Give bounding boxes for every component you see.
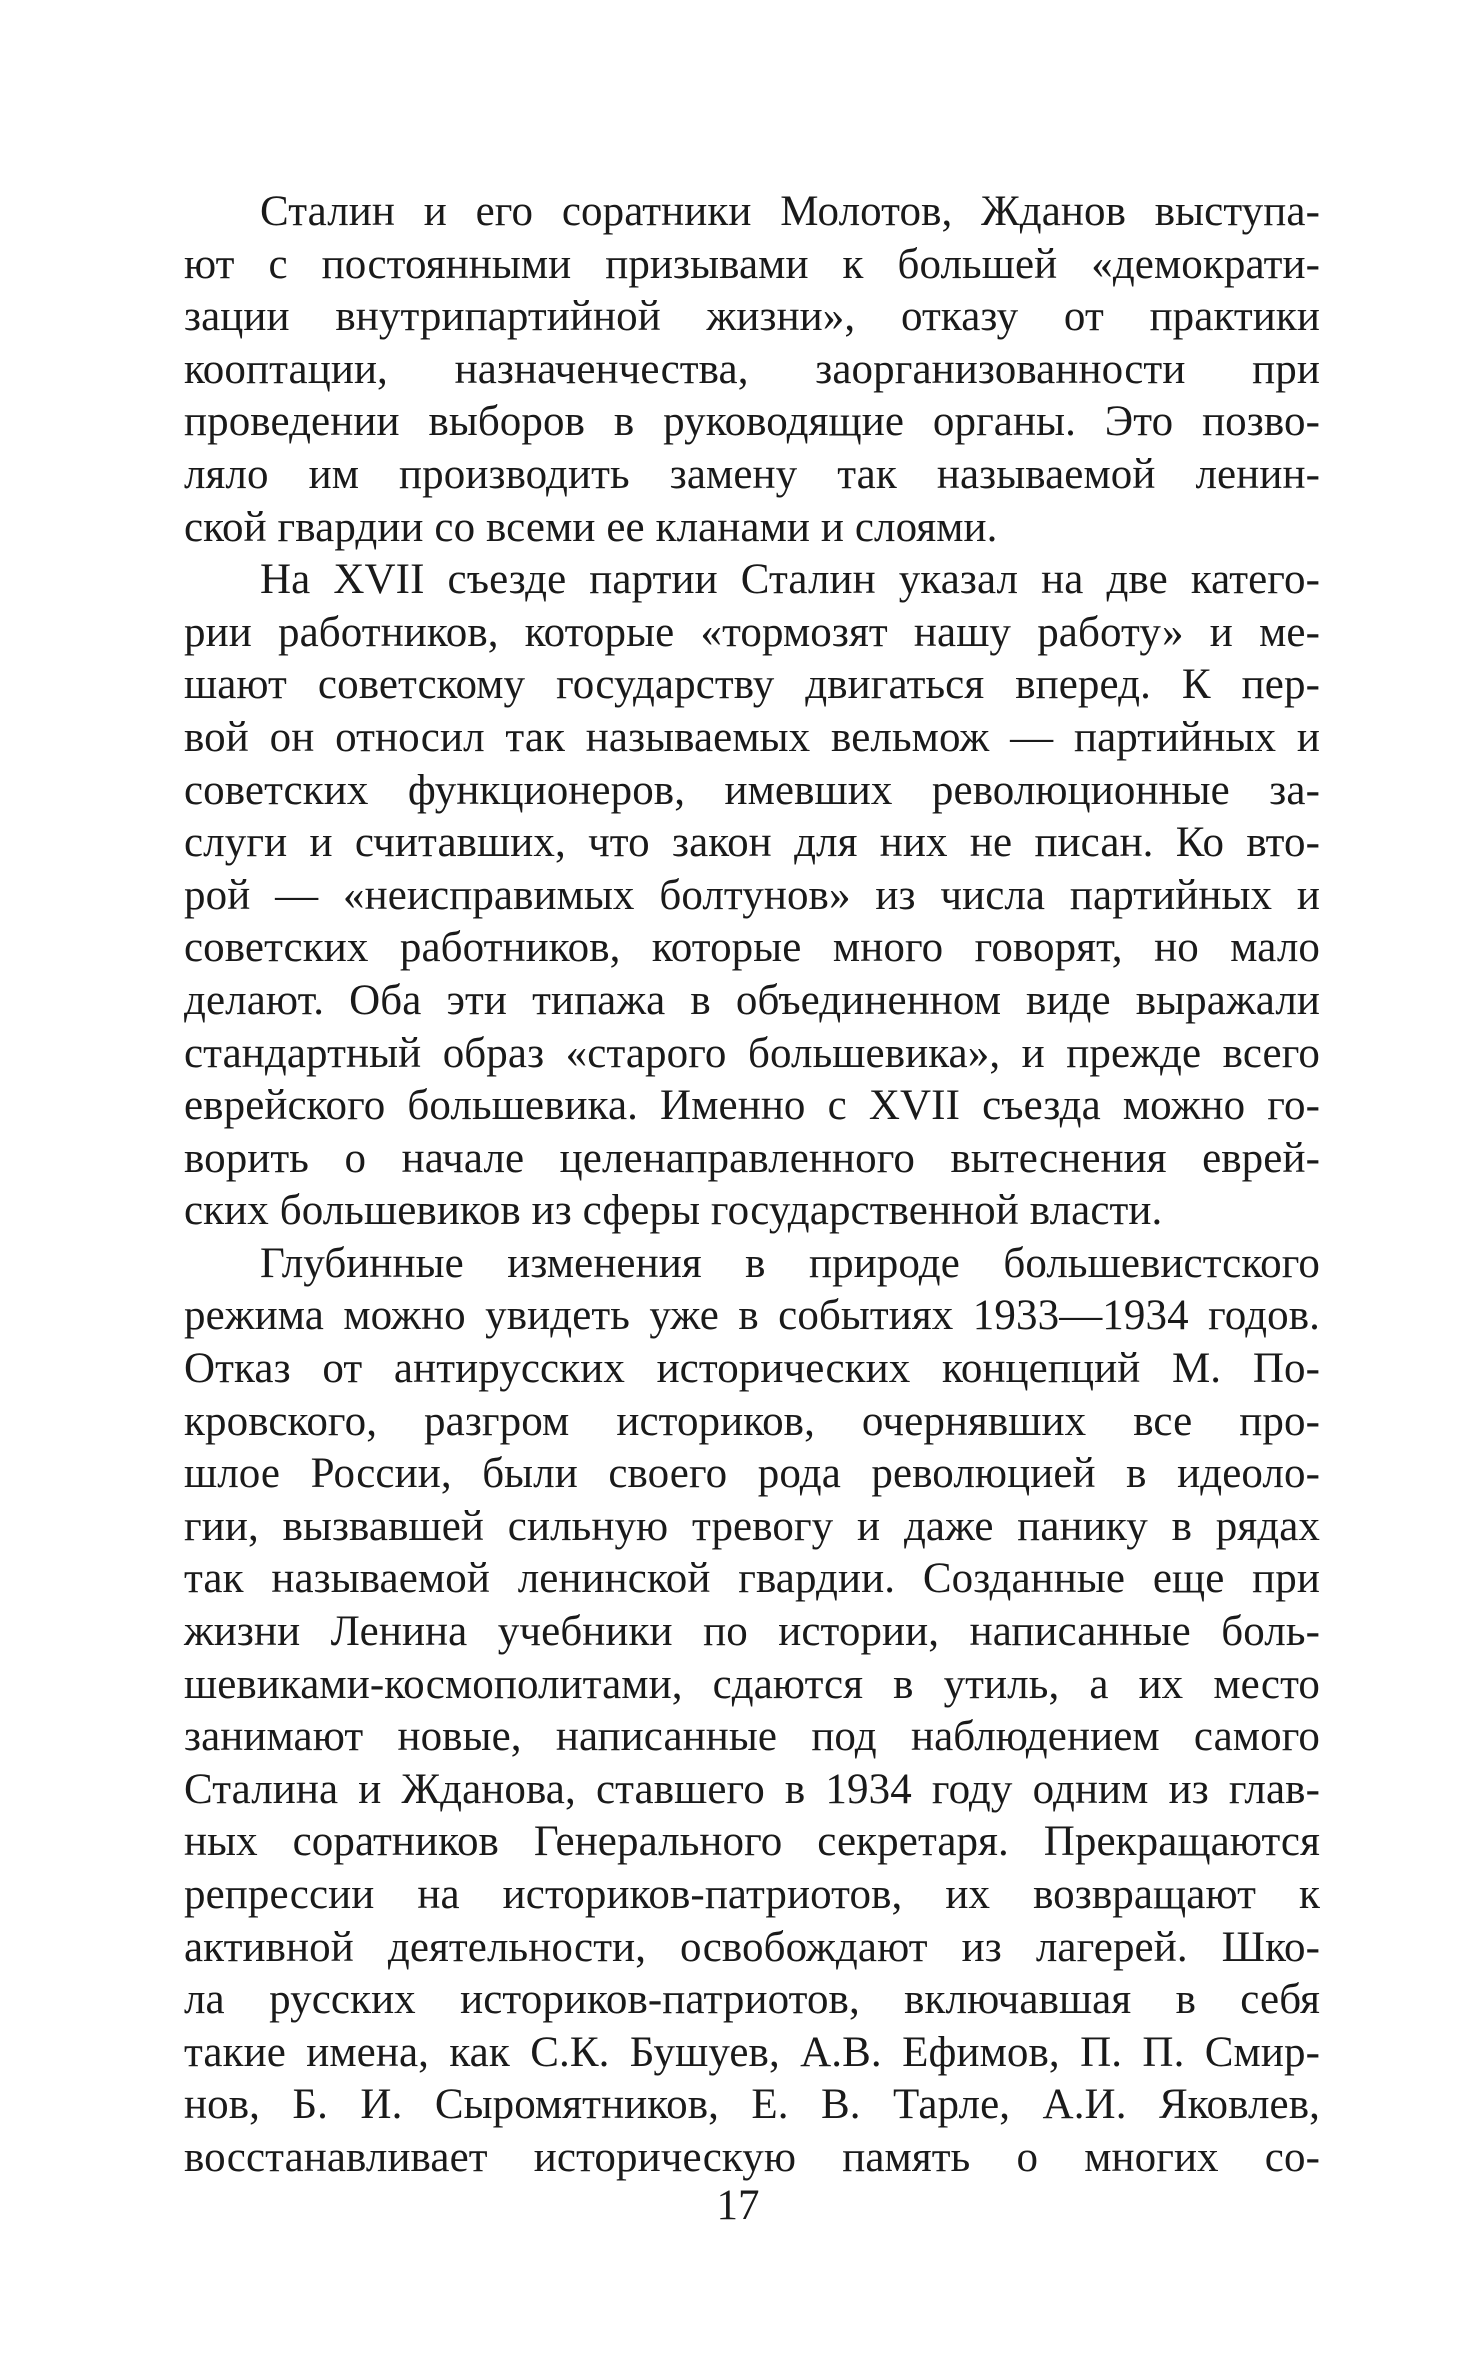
text-line: Сталина и Жданова, ставшего в 1934 году одним из глав- — [184, 1765, 1320, 1813]
text-line: рии работников, которые «тормозят нашу работу» и ме- — [184, 608, 1320, 656]
text-line: ных соратников Генерального секретаря. Прекращаются — [184, 1818, 1320, 1866]
text-line: ляло им производить замену так называемой ленин- — [184, 450, 1320, 498]
text-line: шлое России, были своего рода революцией в идеоло- — [184, 1450, 1320, 1498]
paragraph-2 — [184, 554, 1320, 1238]
text-line: режима можно увидеть уже в событиях 1933—1934 годов. — [184, 1292, 1320, 1340]
page-body — [184, 186, 1320, 2185]
text-line: Отказ от антирусских исторических концепций М. По- — [184, 1345, 1320, 1393]
text-line: ской гвардии со всеми ее кланами и слоями. — [184, 503, 998, 551]
text-line: кооптации, назначенчества, заорганизованности при — [184, 345, 1320, 393]
text-line: гии, вызвавшей сильную тревогу и даже панику в рядах — [184, 1502, 1320, 1550]
text-line: нов, Б. И. Сыромятников, Е. В. Тарле, А.И. Яковлев, — [184, 2081, 1320, 2129]
text-line: ла русских историков-патриотов, включавшая в себя — [184, 1976, 1320, 2024]
text-line: советских работников, которые много говорят, но мало — [184, 924, 1320, 972]
text-line: восстанавливает историческую память о многих со- — [184, 2133, 1320, 2181]
page-number: 17 — [716, 2182, 760, 2229]
text-line: слуги и считавших, что закон для них не писан. Ко вто- — [184, 819, 1320, 867]
text-line: активной деятельности, освобождают из лагерей. Шко- — [184, 1923, 1320, 1971]
text-line: такие имена, как С.К. Бушуев, А.В. Ефимов, П. П. Смир- — [184, 2028, 1320, 2076]
text-line: делают. Оба эти типажа в объединенном виде выражали — [184, 976, 1320, 1024]
text-line: репрессии на историков-патриотов, их возвращают к — [184, 1871, 1320, 1918]
paragraph-3 — [184, 1238, 1320, 2185]
text-line: ют с постоянными призывами к большей «демократи- — [184, 240, 1320, 288]
text-line: зации внутрипартийной жизни», отказу от практики — [184, 293, 1320, 341]
text-line: вой он относил так называемых вельмож — партийных и — [184, 713, 1320, 761]
text-line: ворить о начале целенаправленного вытеснения еврей- — [184, 1134, 1320, 1182]
paragraph-1 — [184, 186, 1320, 554]
text-line: На XVII съезде партии Сталин указал на две катего- — [260, 556, 1320, 604]
text-line: проведении выборов в руководящие органы. Это позво- — [184, 398, 1320, 446]
text-line: кровского, разгром историков, очернявших все про- — [184, 1397, 1320, 1445]
text-line: ских большевиков из сферы государственной власти. — [184, 1187, 1163, 1235]
text-line: советских функционеров, имевших революционные за- — [184, 766, 1320, 814]
text-line: стандартный образ «старого большевика», и прежде всего — [184, 1029, 1320, 1077]
text-line: шевиками-космополитами, сдаются в утиль, а их место — [184, 1660, 1320, 1708]
text-line: так называемой ленинской гвардии. Созданные еще при — [184, 1555, 1320, 1603]
text-line: занимают новые, написанные под наблюдением самого — [184, 1713, 1320, 1761]
text-line: Глубинные изменения в природе большевистского — [260, 1239, 1320, 1287]
text-line: еврейского большевика. Именно с XVII съезда можно го- — [184, 1082, 1320, 1130]
text-line: рой — «неисправимых болтунов» из числа партийных и — [184, 871, 1320, 919]
text-line: шают советскому государству двигаться вперед. К пер- — [184, 661, 1320, 709]
text-line: Сталин и его соратники Молотов, Жданов выступа- — [260, 188, 1320, 235]
text-line: жизни Ленина учебники по истории, написанные боль- — [184, 1608, 1320, 1656]
